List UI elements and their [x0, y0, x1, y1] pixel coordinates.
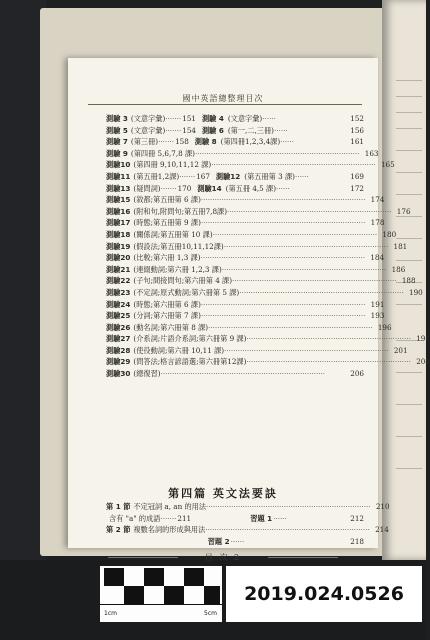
leader-dots: ······ [230, 536, 245, 546]
toc-label: 測驗24 [106, 299, 131, 309]
toc-page: 151 [182, 114, 196, 123]
toc-page: 174 [370, 195, 385, 205]
leader-dots: ······ [273, 513, 287, 523]
leader-dots: ········································································ [200, 299, 366, 309]
sections-page: 212 [350, 513, 364, 523]
sections-page: 214 [375, 525, 389, 535]
sections-page: 210 [375, 502, 390, 511]
toc-label: 測驗 4 [201, 114, 224, 123]
toc-row [106, 287, 423, 300]
toc-title: (第五冊第 3 課) [244, 171, 295, 181]
toc-row [106, 114, 364, 126]
toc-row [106, 276, 416, 288]
toc-page: 154 [182, 125, 196, 135]
toc-label: 測驗18 [106, 229, 131, 239]
toc-page: 184 [370, 253, 385, 263]
toc-title: (介系詞;片語介系詞;第六冊第 9 課) [133, 334, 247, 344]
toc-title: (動名詞;第六冊第 8 課) [133, 322, 209, 332]
toc-page: 198 [416, 334, 430, 344]
toc-title: (敘都;第五冊第 6 課) [133, 195, 201, 205]
leader-dots: ······ [280, 137, 294, 147]
ruler-start-label: 1cm [104, 610, 117, 617]
toc-row [106, 241, 408, 254]
toc-label: 測驗23 [106, 287, 131, 297]
toc-label: 測驗 3 [106, 114, 128, 123]
catalog-number: 2019.024.0526 [226, 566, 422, 622]
toc-page: 170 [177, 183, 192, 193]
toc-label: 測驗25 [106, 311, 131, 321]
toc-page: 193 [370, 311, 385, 321]
leader-dots: ······ [262, 114, 276, 123]
leader-dots: ········································································ [223, 241, 389, 251]
leader-dots: ········································································ [160, 369, 326, 379]
toc-title: (時態;第六冊第 6 課) [133, 299, 201, 309]
toc-page: 172 [350, 183, 364, 193]
toc-row [106, 218, 385, 230]
sections-row [106, 514, 364, 526]
toc-page: 178 [370, 218, 385, 228]
leader-dots: ······ [295, 171, 309, 181]
toc-label: 測驗30 [106, 369, 131, 379]
toc-label: 測驗11 [106, 171, 131, 181]
leader-dots: ········································································ [200, 218, 366, 228]
toc-row [106, 148, 379, 161]
toc-page: 165 [380, 160, 395, 170]
toc-row [106, 229, 397, 242]
toc-title: (第一,二,三冊) [227, 125, 274, 135]
section-list [106, 502, 390, 548]
toc-title: (使役動詞;第六冊 10,11 課) [133, 345, 225, 355]
toc-second-entry [195, 137, 280, 147]
leader-dots: ········································································ [239, 287, 404, 297]
toc-title: (分詞;第六冊第 7 課) [133, 311, 201, 321]
toc-label: 測驗29 [106, 357, 131, 367]
footer-rule-right [268, 557, 338, 558]
leader-dots: ······· [160, 183, 177, 193]
leader-dots: ········································································ [232, 276, 397, 286]
toc-title: (第四冊 5,6,7,8 課) [130, 148, 195, 158]
toc-title: (文意字彙) [130, 125, 166, 135]
toc-label: 測驗14 [197, 183, 222, 193]
sections-label: 第 1 節 [106, 502, 131, 511]
toc-second-entry [216, 172, 295, 182]
toc-label: 測驗 9 [106, 148, 128, 158]
leader-dots: ······ [276, 183, 290, 193]
toc-label: 測驗15 [106, 195, 131, 205]
toc-second-entry [197, 184, 276, 194]
toc-title: (子句;間接問句;第六冊第 4 課) [133, 276, 233, 286]
toc-title: (時態;第五冊第 9 課) [133, 218, 201, 228]
toc-label: 測驗16 [106, 206, 131, 216]
sections-second-entry [250, 514, 273, 524]
leader-dots: ········································································ [208, 322, 373, 332]
toc-row [106, 357, 430, 369]
toc-page: 181 [393, 241, 408, 251]
toc-list [106, 114, 430, 381]
toc-title: (第四冊 9,10,11,12 課) [133, 160, 212, 170]
toc-label: 測驗19 [106, 241, 131, 251]
book-page [68, 58, 430, 562]
toc-row [106, 184, 364, 196]
toc-label: 測驗26 [106, 322, 131, 332]
leader-dots: ········································································ [211, 160, 376, 170]
leader-dots: ········································································ [200, 311, 366, 321]
sections-title: 不定冠詞 a, an 的用法 [133, 502, 207, 511]
running-head: 國中英語總整理目次 [182, 94, 264, 103]
toc-page: 206 [350, 369, 364, 379]
toc-label: 測驗 7 [106, 137, 128, 147]
sections-title: 複數名詞的形成與用法 [133, 525, 206, 535]
toc-title: (第三冊) [130, 137, 159, 147]
toc-row [106, 369, 364, 381]
toc-page: 169 [350, 171, 364, 181]
leader-dots: ········································································ [200, 195, 366, 205]
leader-dots: ········································································ [205, 525, 370, 535]
toc-title: (總復習) [133, 369, 161, 379]
toc-second-entry [202, 114, 262, 124]
page-footer: 目 次 2 [204, 553, 242, 562]
toc-label: 測驗12 [215, 171, 241, 181]
toc-title: (疑問詞) [133, 183, 161, 193]
toc-row [106, 160, 395, 172]
toc-page: 163 [364, 148, 379, 158]
toc-row [106, 195, 385, 207]
leader-dots: ········································································ [194, 148, 360, 158]
toc-title: (不定詞;原式動詞;第六冊第 5 課) [133, 287, 240, 297]
leader-dots: ········································································ [206, 502, 371, 511]
toc-label: 測驗21 [106, 264, 131, 274]
part-title: 第四篇 英文法要訣 [168, 487, 278, 500]
toc-page: 161 [350, 137, 364, 147]
toc-label: 測驗27 [106, 334, 131, 344]
toc-page: 167 [196, 171, 210, 181]
toc-title: (連綴動詞;第六冊 1,2,3 課) [133, 264, 222, 274]
toc-label: 測驗20 [106, 253, 131, 263]
toc-page: 190 [409, 287, 423, 297]
toc-row [106, 137, 364, 149]
toc-title: (文意字彙) [130, 114, 166, 123]
leader-dots: ········································································ [200, 253, 366, 263]
toc-page: 204 [416, 357, 430, 367]
toc-title: (關係詞;第五冊第 10 課) [133, 229, 213, 239]
toc-label: 測驗17 [106, 218, 131, 228]
sections-label: 第 2 節 [106, 525, 131, 535]
toc-page: 152 [350, 114, 364, 123]
leader-dots: ······· [165, 125, 182, 135]
sections-row [106, 537, 364, 549]
toc-row [106, 253, 385, 265]
leader-dots: ········································································ [246, 357, 411, 367]
toc-page: 186 [391, 264, 406, 274]
toc-page: 196 [377, 322, 392, 332]
toc-label: 測驗 5 [106, 125, 128, 135]
toc-label: 測驗 6 [201, 125, 224, 135]
sections-title: 含有 "a" 的成語 [109, 513, 161, 523]
toc-row [106, 334, 430, 346]
sections-row [106, 502, 390, 514]
toc-title: (假設法;第五冊10,11,12課) [133, 241, 224, 251]
ruler-end-label: 5cm [204, 610, 217, 617]
toc-title: (附和句,附問句;第五冊7,8課) [133, 206, 228, 216]
sections-page: 218 [350, 536, 364, 546]
leader-dots: ········································································ [224, 345, 389, 355]
leader-dots: ········································································ [221, 264, 387, 274]
toc-second-entry [202, 126, 274, 136]
sections-label: 習題 2 [207, 536, 230, 546]
leader-dots: ······· [179, 171, 196, 181]
toc-row [106, 206, 411, 219]
toc-page: 201 [393, 345, 408, 355]
toc-label: 測驗 8 [194, 137, 217, 147]
toc-page: 191 [370, 299, 385, 309]
leader-dots: ········································································ [212, 229, 378, 239]
toc-page: 188 [401, 276, 416, 286]
toc-page: 158 [175, 137, 189, 147]
toc-title: (比較;第六冊 1,3 課) [133, 253, 201, 263]
sections-page: 211 [177, 513, 192, 523]
toc-label: 測驗28 [106, 345, 131, 355]
leader-dots: ······ [273, 125, 288, 135]
toc-title: (文意字彙) [227, 114, 263, 123]
toc-row [106, 299, 385, 312]
toc-row [106, 322, 392, 335]
leader-dots: ······· [160, 513, 177, 523]
leader-dots: ······· [165, 114, 182, 123]
toc-row [106, 126, 364, 138]
toc-page: 176 [396, 206, 411, 216]
leader-dots: ········································································ [246, 334, 411, 344]
toc-label: 測驗22 [106, 276, 131, 286]
toc-title: (第四冊1,2,3,4課) [220, 137, 281, 147]
toc-title: (第五冊 4,5 課) [225, 183, 277, 193]
sections-row [106, 525, 389, 537]
toc-page: 156 [350, 125, 364, 135]
leader-dots: ······· [158, 137, 175, 147]
header-rule [88, 104, 362, 105]
toc-row [106, 311, 385, 323]
toc-title: (問答法;格言諺語選;第六冊第12課) [133, 357, 247, 367]
leader-dots: ········································································ [227, 206, 392, 216]
toc-label: 測驗10 [106, 160, 131, 170]
toc-title: (第五冊1,2課) [133, 171, 180, 181]
toc-page: 180 [382, 229, 397, 239]
toc-label: 測驗13 [106, 183, 131, 193]
toc-row [106, 172, 364, 184]
toc-row [106, 345, 408, 358]
toc-row [106, 264, 406, 277]
sections-label: 習題 1 [250, 513, 273, 523]
sections-second-entry [208, 537, 231, 547]
scale-ruler [100, 566, 222, 622]
